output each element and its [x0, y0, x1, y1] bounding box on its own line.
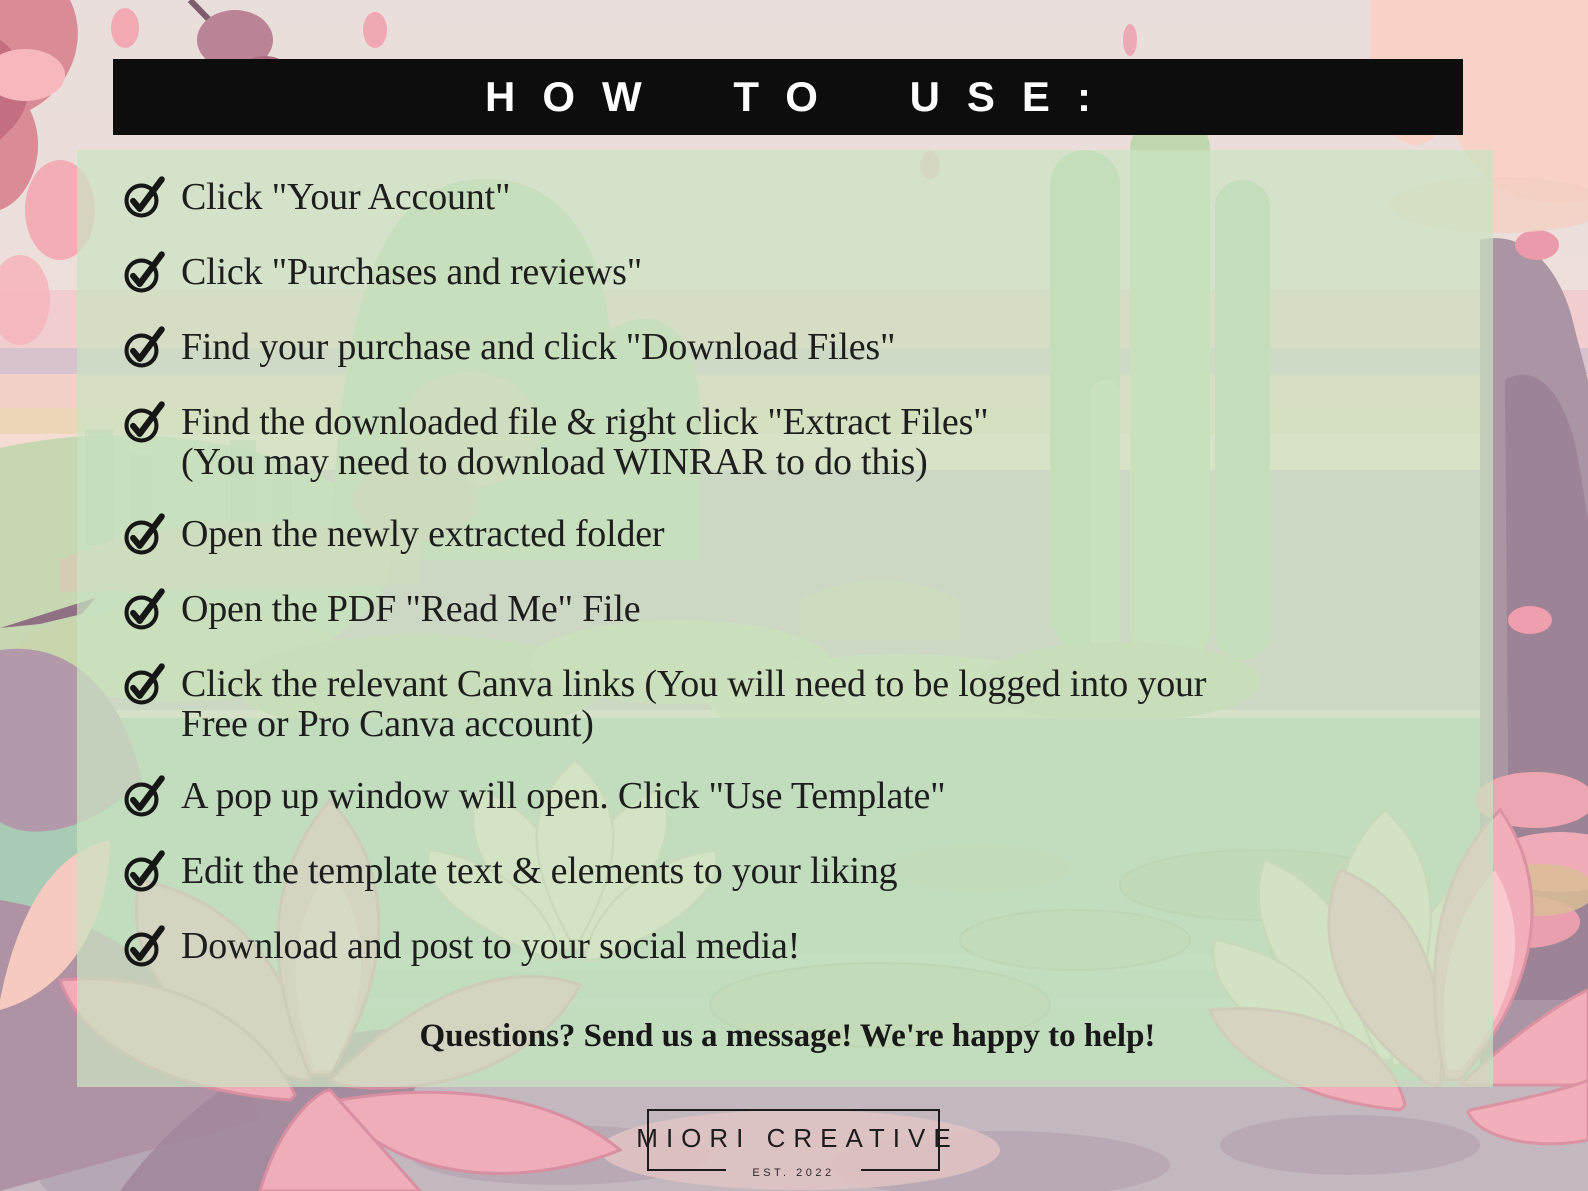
page-title: HOW TO USE:: [485, 73, 1118, 120]
checklist-item: [122, 251, 1453, 294]
checklist-item-text: Click the relevant Canva links (You will need to be logged into your: [181, 663, 1207, 705]
circled-checkmark-icon: [122, 924, 168, 968]
circled-checkmark-icon: [122, 512, 168, 556]
circled-checkmark-icon: [122, 662, 168, 706]
checklist-item-text: Download and post to your social media!: [181, 925, 801, 967]
brand-name: MIORI CREATIVE: [636, 1122, 959, 1153]
questions-note: Questions? Send us a message! We're happy to help!: [419, 1018, 1156, 1054]
circled-checkmark-icon: [122, 400, 168, 444]
checklist-item: [122, 663, 1453, 743]
checklist-item: [122, 925, 1453, 968]
checklist-item-text: Edit the template text & elements to your liking: [181, 850, 898, 892]
checklist-item-text: Click "Your Account": [181, 176, 511, 218]
circled-checkmark-icon: [122, 774, 168, 818]
brand-established: EST. 2022: [752, 1167, 835, 1179]
checklist-item: [122, 513, 1453, 556]
brand-logo: [636, 1109, 959, 1179]
circled-checkmark-icon: [122, 250, 168, 294]
checklist-item-text: (You may need to download WINRAR to do this): [181, 441, 928, 483]
checklist-item: [122, 401, 1453, 481]
header-banner: [113, 59, 1463, 135]
checklist-item: [122, 326, 1453, 369]
circled-checkmark-icon: [122, 325, 168, 369]
checklist-item: [122, 850, 1453, 893]
checklist: [77, 150, 1493, 1087]
circled-checkmark-icon: [122, 175, 168, 219]
checklist-item-text: A pop up window will open. Click "Use Template": [181, 775, 946, 817]
checklist-item-text: Find the downloaded file & right click "Extract Files": [181, 401, 989, 443]
checklist-item-text: Find your purchase and click "Download Files": [181, 326, 896, 368]
checklist-item-text: Click "Purchases and reviews": [181, 251, 643, 293]
circled-checkmark-icon: [122, 849, 168, 893]
circled-checkmark-icon: [122, 587, 168, 631]
checklist-item-text: Open the PDF "Read Me" File: [181, 588, 641, 630]
checklist-item: [122, 775, 1453, 818]
checklist-item-text: Free or Pro Canva account): [181, 703, 594, 745]
checklist-item: [122, 588, 1453, 631]
checklist-item: [122, 176, 1453, 219]
checklist-item-text: Open the newly extracted folder: [181, 513, 665, 555]
